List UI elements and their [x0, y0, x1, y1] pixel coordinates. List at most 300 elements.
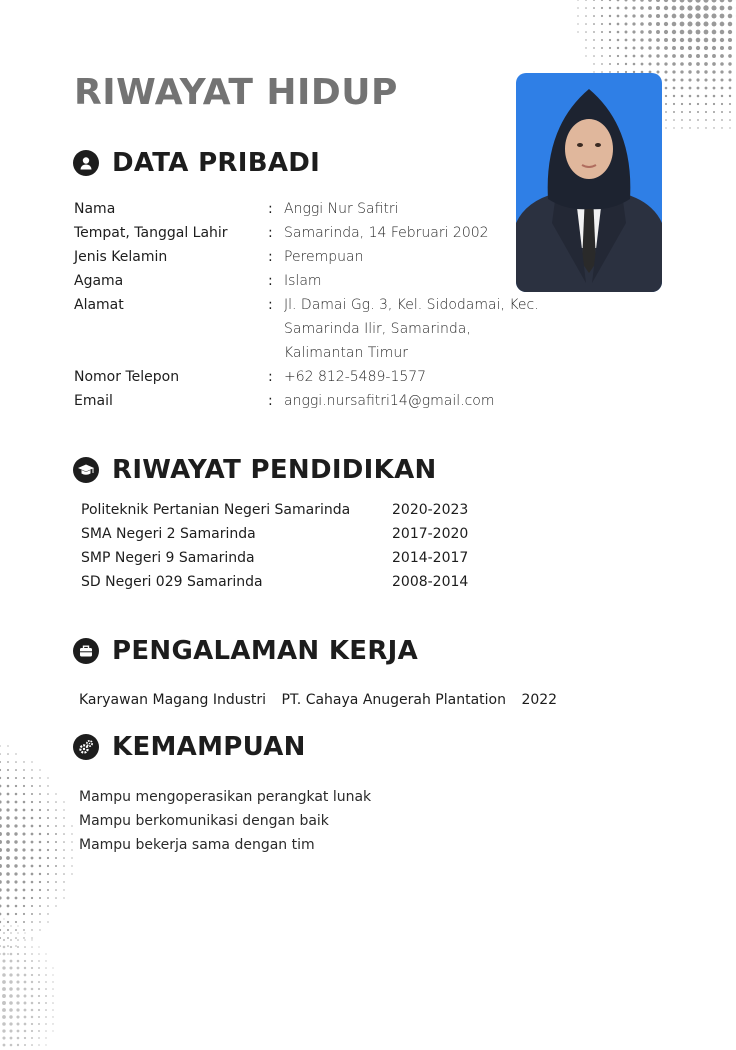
halftone-dot — [664, 0, 668, 2]
halftone-dot — [55, 793, 56, 794]
halftone-dot — [15, 905, 18, 908]
halftone-dot — [697, 119, 699, 121]
halftone-dot — [39, 865, 41, 867]
school-years: 2017-2020 — [392, 522, 492, 546]
halftone-dot — [15, 769, 17, 771]
halftone-dot — [55, 897, 57, 899]
halftone-dot — [705, 95, 708, 98]
halftone-dot — [31, 849, 34, 852]
info-row-religion — [74, 269, 554, 293]
halftone-dot — [728, 62, 731, 65]
halftone-dot — [31, 929, 32, 930]
info-label: Tempat, Tanggal Lahir — [74, 221, 268, 245]
halftone-dot — [656, 6, 660, 10]
halftone-dot — [52, 1009, 54, 1011]
halftone-dot — [38, 974, 40, 976]
halftone-dot — [640, 22, 644, 26]
halftone-dot — [38, 1044, 40, 1046]
halftone-dot — [705, 111, 707, 113]
halftone-dot — [23, 825, 26, 828]
halftone-dot — [703, 5, 708, 10]
halftone-dot — [10, 932, 12, 934]
halftone-dot — [703, 21, 708, 26]
halftone-dot — [585, 31, 587, 33]
halftone-dot — [6, 872, 10, 876]
halftone-dot — [665, 79, 668, 82]
halftone-dot — [728, 0, 732, 2]
halftone-dot — [31, 761, 32, 762]
info-row-birth — [74, 221, 554, 245]
halftone-dot — [680, 46, 684, 50]
halftone-dot — [0, 777, 1, 779]
halftone-dot — [52, 1016, 53, 1017]
halftone-dot — [648, 0, 652, 2]
halftone-dot — [47, 793, 49, 795]
halftone-dot — [0, 832, 2, 836]
skill-item: Mampu berkomunikasi dengan baik — [79, 809, 371, 833]
halftone-dot — [720, 6, 725, 11]
halftone-dot — [6, 840, 10, 844]
halftone-dot — [672, 62, 676, 66]
halftone-dot — [17, 960, 20, 963]
halftone-dot — [648, 38, 652, 42]
halftone-dot — [711, 5, 716, 10]
info-separator: : — [268, 365, 284, 389]
halftone-dot — [31, 865, 34, 868]
halftone-dot — [23, 769, 25, 771]
halftone-dot — [63, 873, 65, 875]
halftone-dot — [680, 0, 685, 2]
halftone-dot — [665, 103, 667, 105]
halftone-dot — [601, 39, 603, 41]
halftone-dot — [31, 777, 33, 779]
halftone-dot — [39, 793, 41, 795]
halftone-dot — [2, 966, 5, 969]
info-row-name — [74, 197, 554, 221]
halftone-dot — [696, 30, 701, 35]
halftone-dot — [625, 55, 628, 58]
halftone-dot — [672, 22, 677, 27]
halftone-dot — [31, 793, 33, 795]
halftone-dot — [593, 7, 595, 9]
halftone-dot — [617, 31, 620, 34]
halftone-dot — [697, 111, 699, 113]
halftone-dot — [632, 22, 635, 25]
halftone-dot — [39, 873, 41, 875]
halftone-dot — [15, 921, 17, 923]
halftone-dot — [39, 857, 42, 860]
halftone-dot — [47, 833, 49, 835]
halftone-dot — [680, 54, 684, 58]
school-name: SD Negeri 029 Samarinda — [81, 570, 392, 594]
halftone-dot — [720, 14, 725, 19]
halftone-dot — [585, 7, 587, 9]
halftone-dot — [9, 1008, 13, 1012]
halftone-dot — [593, 31, 595, 33]
halftone-dot — [601, 31, 603, 33]
halftone-dot — [10, 1044, 13, 1047]
halftone-dot — [55, 873, 57, 875]
halftone-dot — [704, 46, 708, 50]
halftone-dot — [9, 1022, 12, 1025]
halftone-dot — [625, 0, 628, 1]
halftone-dot — [2, 1008, 6, 1012]
halftone-dot — [673, 111, 675, 113]
halftone-dot — [47, 873, 49, 875]
halftone-dot — [625, 15, 628, 18]
halftone-dot — [71, 857, 72, 858]
halftone-dot — [7, 793, 10, 796]
halftone-dot — [689, 127, 690, 128]
halftone-dot — [625, 7, 628, 10]
halftone-dot — [728, 54, 732, 58]
halftone-dot — [697, 127, 698, 128]
halftone-dot — [688, 78, 691, 81]
halftone-dot — [52, 1023, 53, 1024]
halftone-dot — [55, 833, 57, 835]
halftone-dot — [704, 30, 709, 35]
halftone-dot — [585, 23, 587, 25]
halftone-dot — [0, 793, 1, 796]
skill-item: Mampu mengoperasikan perangkat lunak — [79, 785, 371, 809]
halftone-dot — [601, 15, 603, 17]
halftone-dot — [664, 30, 668, 34]
halftone-dot — [15, 809, 18, 812]
halftone-dot — [729, 119, 731, 121]
info-row-phone — [74, 365, 554, 389]
halftone-dot — [39, 841, 42, 844]
halftone-dot — [24, 967, 26, 969]
halftone-dot — [609, 63, 611, 65]
halftone-dot — [7, 913, 10, 916]
halftone-dot — [2, 987, 6, 991]
halftone-dot — [71, 833, 72, 834]
halftone-dot — [55, 881, 57, 883]
halftone-dot — [15, 897, 18, 900]
halftone-dot — [71, 873, 72, 874]
halftone-dot — [696, 38, 701, 43]
halftone-dot — [17, 967, 20, 970]
halftone-dot — [31, 1016, 33, 1018]
halftone-dot — [617, 63, 619, 65]
halftone-dot — [672, 46, 676, 50]
halftone-dot — [585, 0, 587, 1]
halftone-dot — [45, 960, 46, 961]
halftone-dot — [625, 47, 628, 50]
halftone-dot — [10, 1037, 13, 1040]
halftone-dot — [7, 953, 8, 954]
halftone-dot — [712, 22, 717, 27]
halftone-dot — [713, 103, 715, 105]
halftone-dot — [47, 913, 48, 914]
halftone-dot — [47, 921, 48, 922]
halftone-dot — [728, 14, 733, 19]
halftone-dot — [617, 15, 620, 18]
halftone-dot — [16, 994, 19, 997]
halftone-dot — [657, 71, 660, 74]
halftone-dot — [31, 785, 33, 787]
halftone-dot — [10, 939, 12, 941]
halftone-dot — [63, 897, 64, 898]
halftone-dot — [625, 63, 627, 65]
halftone-dot — [728, 46, 732, 50]
halftone-dot — [31, 897, 33, 899]
halftone-dot — [31, 841, 34, 844]
halftone-dot — [697, 103, 699, 105]
halftone-dot — [704, 38, 709, 43]
halftone-dot — [7, 745, 8, 746]
halftone-dot — [688, 22, 693, 27]
halftone-dot — [39, 801, 41, 803]
halftone-dot — [45, 1016, 47, 1018]
section-personal — [73, 148, 320, 178]
halftone-dot — [664, 46, 668, 50]
halftone-dot — [45, 1030, 47, 1032]
halftone-dot — [39, 809, 41, 811]
halftone-dot — [7, 921, 9, 923]
halftone-dot — [15, 785, 17, 787]
info-value: Jl. Damai Gg. 3, Kel. Sidodamai, Kec. Samarinda Ilir, Samarinda, Kalimantan Timur — [284, 293, 546, 365]
halftone-dot — [729, 111, 731, 113]
halftone-dot — [24, 974, 27, 977]
halftone-dot — [63, 881, 64, 882]
halftone-dot — [63, 889, 64, 890]
halftone-dot — [17, 939, 19, 941]
halftone-dot — [23, 913, 25, 915]
halftone-dot — [673, 119, 675, 121]
halftone-dot — [3, 918, 4, 919]
halftone-dot — [632, 0, 635, 2]
halftone-dot — [641, 55, 644, 58]
halftone-dot — [31, 1009, 34, 1012]
halftone-dot — [15, 777, 17, 779]
halftone-dot — [45, 1037, 46, 1038]
halftone-dot — [696, 46, 700, 50]
halftone-dot — [672, 30, 676, 34]
info-label: Alamat — [74, 293, 268, 365]
halftone-dot — [23, 817, 26, 820]
halftone-dot — [721, 111, 723, 113]
halftone-dot — [23, 761, 24, 762]
halftone-dot — [31, 801, 33, 803]
halftone-dot — [705, 119, 707, 121]
halftone-dot — [0, 753, 1, 755]
halftone-dot — [23, 937, 24, 938]
halftone-dot — [23, 897, 26, 900]
halftone-dot — [39, 777, 40, 778]
halftone-dot — [687, 0, 692, 3]
halftone-dot — [10, 946, 12, 948]
halftone-dot — [680, 6, 685, 11]
halftone-dot — [664, 6, 668, 10]
halftone-dot — [687, 13, 692, 18]
halftone-dot — [665, 119, 667, 121]
halftone-dot — [664, 62, 667, 65]
halftone-dot — [601, 0, 603, 1]
education-list — [81, 498, 492, 594]
halftone-dot — [704, 54, 708, 58]
halftone-dot — [577, 23, 578, 24]
halftone-dot — [720, 46, 724, 50]
halftone-dot — [17, 1030, 20, 1033]
halftone-dot — [24, 960, 26, 962]
halftone-dot — [10, 925, 11, 926]
halftone-dot — [31, 974, 33, 976]
halftone-dot — [24, 981, 27, 984]
halftone-dot — [728, 38, 732, 42]
halftone-dot — [10, 953, 13, 956]
halftone-dot — [696, 78, 699, 81]
halftone-dot — [609, 55, 611, 57]
personal-info-list — [74, 197, 554, 413]
halftone-dot — [23, 801, 26, 804]
halftone-dot — [55, 801, 57, 803]
info-separator: : — [268, 389, 284, 413]
halftone-dot — [3, 932, 5, 934]
halftone-dot — [9, 994, 13, 998]
halftone-dot — [7, 937, 9, 939]
halftone-dot — [625, 31, 628, 34]
user-icon — [73, 150, 99, 176]
halftone-dot — [39, 817, 41, 819]
halftone-dot — [681, 95, 684, 98]
halftone-dot — [664, 38, 668, 42]
halftone-dot — [609, 31, 611, 33]
halftone-dot — [585, 55, 586, 56]
halftone-dot — [729, 87, 732, 90]
halftone-dot — [672, 38, 676, 42]
halftone-dot — [609, 39, 611, 41]
halftone-dot — [31, 913, 33, 915]
halftone-dot — [688, 62, 692, 66]
halftone-dot — [0, 937, 1, 939]
halftone-dot — [47, 785, 48, 786]
halftone-dot — [47, 801, 49, 803]
halftone-dot — [0, 880, 2, 884]
halftone-dot — [6, 848, 10, 852]
halftone-dot — [712, 54, 716, 58]
halftone-dot — [704, 62, 708, 66]
halftone-dot — [633, 55, 636, 58]
halftone-dot — [71, 841, 72, 842]
halftone-dot — [672, 6, 677, 11]
halftone-dot — [713, 95, 716, 98]
section-title-education: RIWAYAT PENDIDIKAN — [112, 455, 437, 485]
halftone-dot — [39, 905, 41, 907]
skill-item: Mampu bekerja sama dengan tim — [79, 833, 371, 857]
halftone-dot — [17, 932, 19, 934]
halftone-dot — [47, 857, 49, 859]
halftone-dot — [31, 981, 33, 983]
halftone-dot — [0, 761, 1, 763]
halftone-dot — [45, 1044, 46, 1045]
halftone-dot — [665, 111, 667, 113]
halftone-dot — [0, 840, 2, 844]
info-separator: : — [268, 245, 284, 269]
education-row — [81, 546, 492, 570]
halftone-dot — [2, 1001, 6, 1005]
halftone-dot — [55, 817, 57, 819]
halftone-dot — [648, 22, 652, 26]
halftone-dot — [680, 78, 683, 81]
halftone-dot — [712, 0, 717, 3]
section-education — [73, 455, 437, 485]
halftone-dot — [24, 1002, 27, 1005]
school-years: 2014-2017 — [392, 546, 492, 570]
halftone-dot — [38, 1030, 40, 1032]
halftone-dot — [38, 1023, 40, 1025]
halftone-dot — [712, 62, 716, 66]
halftone-dot — [0, 913, 1, 916]
info-label: Nomor Telepon — [74, 365, 268, 389]
halftone-dot — [17, 1023, 20, 1026]
halftone-dot — [648, 14, 652, 18]
halftone-dot — [45, 981, 47, 983]
halftone-dot — [31, 953, 33, 955]
halftone-dot — [31, 988, 34, 991]
halftone-dot — [71, 849, 72, 850]
halftone-dot — [704, 78, 707, 81]
halftone-dot — [0, 808, 2, 811]
info-value: +62 812-5489-1577 — [284, 365, 546, 389]
halftone-dot — [2, 973, 6, 977]
halftone-dot — [31, 1030, 33, 1032]
halftone-dot — [720, 22, 725, 27]
halftone-dot — [664, 54, 668, 58]
halftone-dot — [55, 889, 57, 891]
halftone-dot — [24, 988, 27, 991]
halftone-dot — [23, 889, 26, 892]
halftone-dot — [45, 1002, 47, 1004]
halftone-dot — [52, 981, 53, 982]
halftone-dot — [641, 63, 644, 66]
halftone-dot — [38, 967, 40, 969]
halftone-dot — [640, 38, 643, 41]
halftone-dot — [664, 70, 667, 73]
halftone-dot — [9, 1015, 12, 1018]
halftone-dot — [688, 54, 692, 58]
halftone-dot — [609, 0, 611, 1]
halftone-dot — [23, 873, 26, 876]
halftone-dot — [23, 809, 26, 812]
halftone-dot — [695, 0, 700, 3]
halftone-dot — [664, 22, 668, 26]
halftone-dot — [55, 809, 57, 811]
halftone-dot — [55, 905, 56, 906]
halftone-dot — [585, 47, 586, 48]
halftone-dot — [729, 95, 731, 97]
halftone-dot — [689, 103, 691, 105]
halftone-dot — [697, 87, 700, 90]
halftone-dot — [729, 127, 730, 128]
halftone-dot — [697, 95, 700, 98]
halftone-dot — [63, 825, 65, 827]
halftone-dot — [625, 39, 628, 42]
halftone-dot — [633, 63, 636, 66]
halftone-dot — [47, 777, 48, 778]
halftone-dot — [47, 849, 49, 851]
halftone-dot — [688, 30, 693, 35]
halftone-dot — [14, 824, 17, 827]
halftone-dot — [656, 22, 660, 26]
halftone-dot — [688, 38, 692, 42]
halftone-dot — [680, 70, 683, 73]
halftone-dot — [625, 23, 628, 26]
halftone-dot — [656, 0, 660, 2]
halftone-dot — [31, 1037, 33, 1039]
halftone-dot — [45, 953, 46, 954]
halftone-dot — [705, 103, 707, 105]
